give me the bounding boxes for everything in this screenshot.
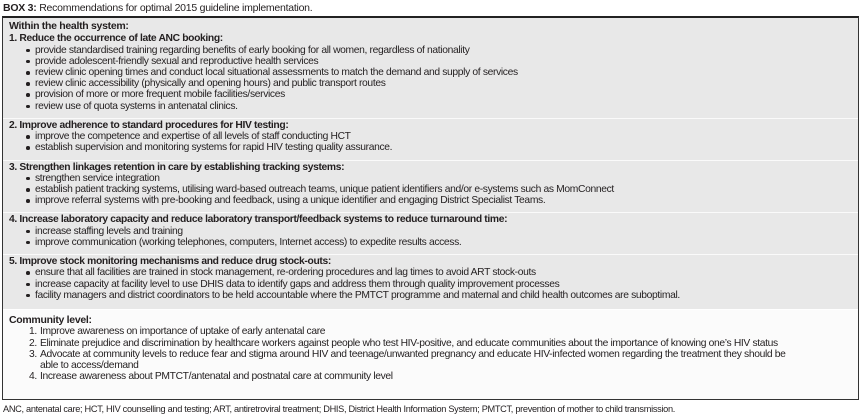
recommendation-section	[3, 213, 858, 255]
box-title: Recommendations for optimal 2015 guideline implementation.	[39, 2, 313, 14]
bullet-item: establish supervision and monitoring systems for rapid HIV testing quality assurance.	[25, 142, 858, 153]
bullet-list	[3, 173, 858, 207]
recommendation-section	[3, 119, 858, 161]
bullet-item: facility managers and district coordinators to be held accountable where the PMTCT programme and maternal and child health outcomes are suboptimal.	[25, 290, 858, 301]
item-text: Improve awareness on importance of uptake of early antenatal care	[40, 326, 326, 338]
bullet-item: improve the competence and expertise of all levels of staff conducting HCT	[25, 131, 858, 142]
section-title: 3. Strengthen linkages retention in care by establishing tracking systems:	[9, 161, 345, 173]
box-label: BOX 3:	[3, 2, 37, 14]
community-item	[29, 371, 858, 382]
bullet-item: ensure that all facilities are trained in stock management, re-ordering procedures and lag times to avoid ART stock-outs	[25, 267, 858, 278]
item-number: 2.	[29, 337, 37, 349]
item-text: Advocate at community levels to reduce fear and stigma around HIV and teenage/unwanted pregnancy and educate HIV-infected women regarding the treatment they should be able to access/demand	[40, 348, 786, 371]
bullet-item: improve communication (working telephones, computers, Internet access) to expedite results access.	[25, 237, 858, 248]
section-title: 2. Improve adherence to standard procedures for HIV testing:	[9, 119, 289, 131]
bullet-item: provide standardised training regarding benefits of early booking for all women, regardless of nationality	[25, 45, 858, 56]
item-number: 3.	[29, 348, 37, 360]
bullet-item: review use of quota systems in antenatal clinics.	[25, 101, 858, 112]
bullet-item: strengthen service integration	[25, 173, 858, 184]
recommendation-section	[3, 255, 858, 307]
community-item	[29, 349, 858, 371]
community-section	[3, 310, 858, 399]
bullet-item: review clinic opening times and conduct local situational assessments to match the demand and supply of services	[25, 67, 858, 78]
community-item	[29, 338, 858, 349]
item-number: 1.	[29, 326, 37, 338]
community-list	[3, 326, 858, 382]
bullet-item: improve referral systems with pre-booking and feedback, using a unique identifier and engaging District Specialist Teams.	[25, 195, 858, 206]
community-heading: Community level:	[9, 314, 92, 326]
bullet-item: increase staffing levels and training	[25, 226, 858, 237]
bullet-item: review clinic accessibility (physically and opening hours) and public transport routes	[25, 78, 858, 89]
item-number: 4.	[29, 371, 37, 383]
footnote: ANC, antenatal care; HCT, HIV counselling and testing; ART, antiretroviral treatment; DHIS, District Health Information System; PMTCT, prevention of mother to child transmission.	[3, 404, 676, 414]
health-system-section	[3, 18, 858, 310]
recommendation-section	[3, 32, 858, 119]
bullet-item: increase capacity at facility level to use DHIS data to identify gaps and address them through quality improvement processes	[25, 279, 858, 290]
box-caption	[3, 2, 312, 14]
section-title: 5. Improve stock monitoring mechanisms and reduce drug stock-outs:	[9, 256, 331, 268]
recommendations-box	[2, 16, 859, 400]
bullet-list	[3, 267, 858, 301]
community-item	[29, 326, 858, 337]
bullet-list	[3, 131, 858, 153]
health-system-heading: Within the health system:	[9, 20, 129, 32]
section-title: 1. Reduce the occurrence of late ANC booking:	[9, 33, 223, 45]
section-title: 4. Increase laboratory capacity and reduce laboratory transport/feedback systems to reduce turnaround time:	[9, 214, 508, 226]
bullet-list	[3, 226, 858, 248]
item-text: Eliminate prejudice and discrimination by healthcare workers against people who test HIV-positive, and educate communities about the importance of knowing one’s HIV status	[40, 337, 778, 349]
bullet-list	[3, 45, 858, 112]
recommendation-section	[3, 161, 858, 214]
item-text: Increase awareness about PMTCT/antenatal and postnatal care at community level	[40, 371, 393, 383]
bullet-item: provision of more or more frequent mobile facilities/services	[25, 89, 858, 100]
bullet-item: establish patient tracking systems, utilising ward-based outreach teams, unique patient identifiers and/or e-systems such as MomConnect	[25, 184, 858, 195]
bullet-item: provide adolescent-friendly sexual and reproductive health services	[25, 56, 858, 67]
